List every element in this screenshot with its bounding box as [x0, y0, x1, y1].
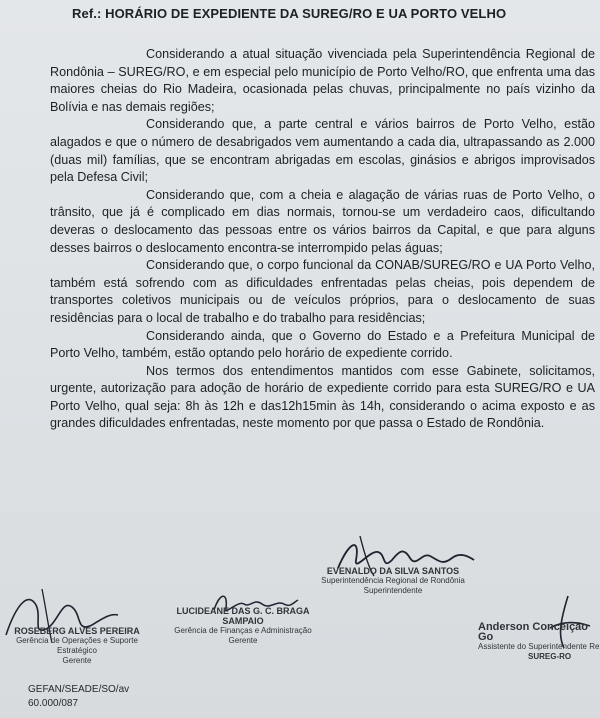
- footer-reference: GEFAN/SEADE/SO/av: [28, 684, 130, 695]
- signature-name: EVENALDO DA SILVA SANTOS: [326, 566, 460, 576]
- footer-code: 60.000/087: [28, 698, 79, 709]
- signature-name: ROSEBERG ALVES PEREIRA: [14, 626, 140, 636]
- reference-heading: Ref.: HORÁRIO DE EXPEDIENTE DA SUREG/RO E UA PORTO VELHO: [72, 6, 507, 21]
- letter-body: [50, 46, 595, 433]
- signature-name: Anderson Conceição Go: [478, 621, 589, 643]
- paragraph-3: Considerando que, com a cheia e alagação de várias ruas de Porto Velho, o trânsito, que já é complicado em dias normais, tornou-se um verdadeiro caos, dificultando deveras o deslocamento das pessoas entre os vários bairros da Capital, e que para alguns desses bairros o deslocamento encontra-se interrompido pelas águas;: [50, 187, 595, 255]
- signature-role: Gerência de Operações e Suporte Estratégico: [16, 636, 138, 655]
- signature-operations: [2, 626, 152, 666]
- paragraph-2: Considerando que, a parte central e vários bairros de Porto Velho, estão alagados e que o número de desabrigados vem aumentando a cada dia, ultrapassando as 2.000 (duas mil) famílias, que se encontram abrigadas em escolas, ginásios e abrigos improvisados pela Defesa Civil;: [50, 117, 595, 185]
- paragraph-1: Considerando a atual situação vivenciada pela Superintendência Regional de Rondônia – SUREG/RO, e em especial pelo município de Porto Velho/RO, que enfrenta uma das maiores cheias do Rio Madeira, ocasionada pelas chuvas, principalmente no país vizinho da Bolívia e nas demais regiões;: [50, 47, 595, 114]
- paragraph-5: Considerando ainda, que o Governo do Estado e a Prefeitura Municipal de Porto Velho, também, estão optando pelo horário de expediente corrido.: [50, 328, 595, 361]
- signature-title: Gerente: [228, 636, 258, 645]
- paragraph-4: Considerando que, o corpo funcional da CONAB/SUREG/RO e UA Porto Velho, também está sofrendo com as dificuldades enfrentadas pelas cheias, pois dependem de transportes coletivos municipais ou de veículos próprios, para o deslocamento de suas residências para o local de trabalho e do trabalho para residências;: [50, 258, 595, 325]
- signature-title: Superintendente: [363, 586, 423, 595]
- signature-title: Gerente: [62, 656, 92, 665]
- signature-role: Assistente do Superintendente Re: [478, 642, 600, 651]
- signature-name: LUCIDEANE DAS G. C. BRAGA SAMPAIO: [176, 606, 310, 626]
- signature-superintendent: [318, 566, 468, 596]
- paragraph-6: Nos termos dos entendimentos mantidos com esse Gabinete, solicitamos, urgente, autorização para adoção de horário de expediente corrido para esta SUREG/RO e UA Porto Velho, qual seja: 8h às 12h e das12h15min às 14h, considerando o acima exposto e as grandes dificuldades enfrentadas, neste momento por que passa o Estado de Rondônia.: [50, 363, 595, 431]
- signature-title: SUREG-RO: [528, 652, 572, 661]
- signature-role: Gerência de Finanças e Administração: [174, 626, 312, 635]
- signature-assistant: [478, 622, 600, 662]
- signature-finance: [158, 606, 328, 646]
- signature-role: Superintendência Regional de Rondônia: [321, 576, 465, 585]
